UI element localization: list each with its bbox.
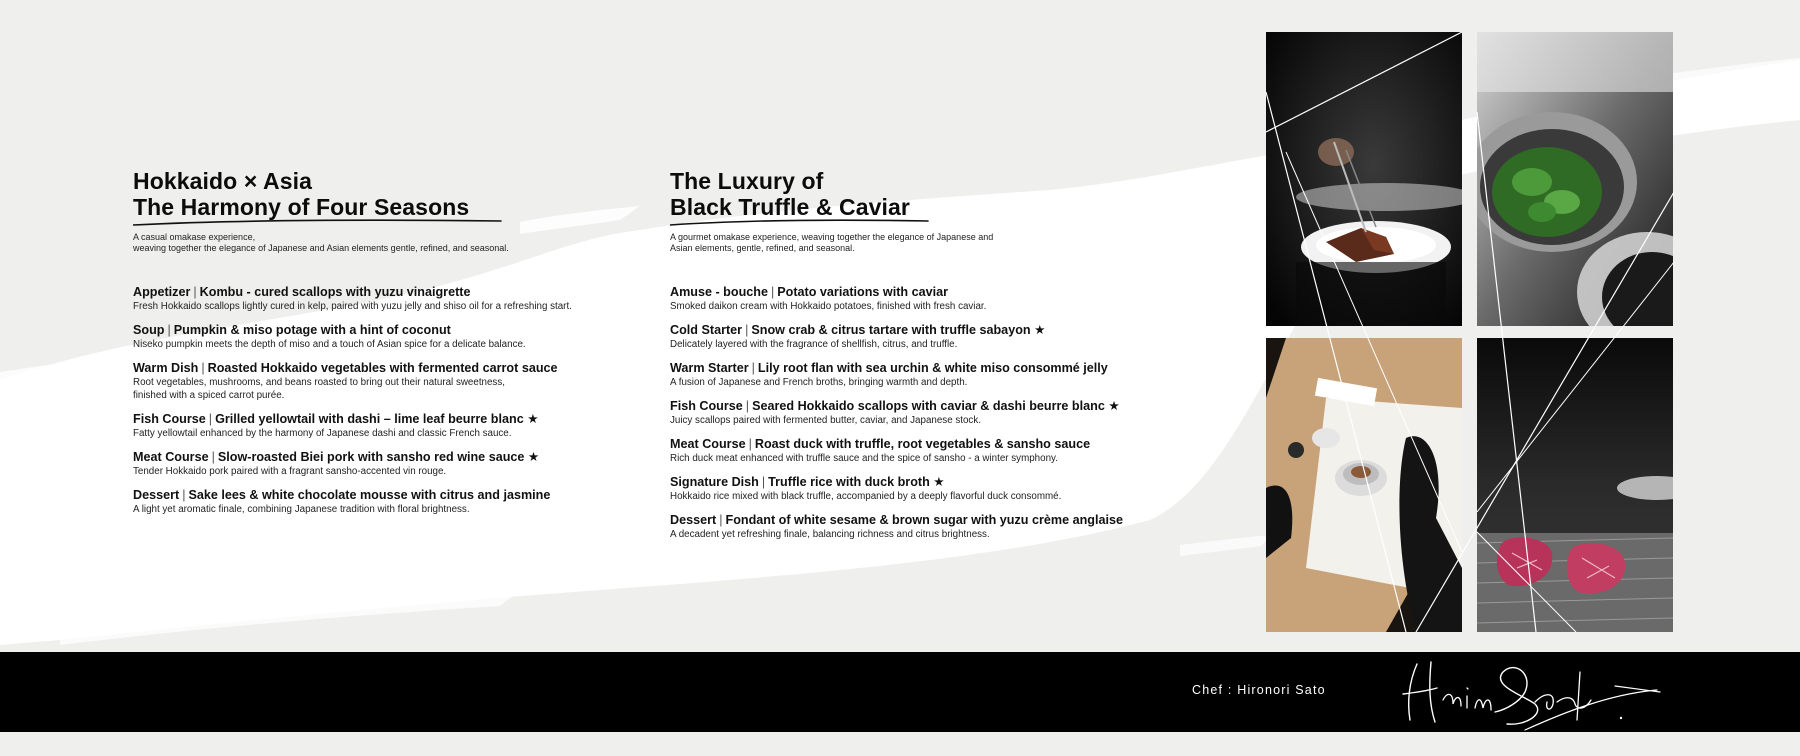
course-separator: | — [201, 361, 205, 375]
left-course-item — [133, 411, 653, 440]
course-dish: Fondant of white sesame & brown sugar with yuzu crème anglaise — [725, 513, 1123, 527]
right-menu-intro-line1: A gourmet omakase experience, weaving together the elegance of Japanese and — [670, 232, 994, 242]
course-dish: Lily root flan with sea urchin & white miso consommé jelly — [757, 361, 1108, 375]
course-separator: | — [211, 450, 215, 464]
right-menu-intro-line2: Asian elements, gentle, refined, and seasonal. — [670, 243, 855, 253]
course-title — [133, 449, 653, 465]
footer-bar — [0, 652, 1800, 732]
course-title — [670, 436, 1190, 452]
course-category: Appetizer — [133, 285, 191, 299]
course-description: Niseko pumpkin meets the depth of miso and a touch of Asian spice for a delicate balance. — [133, 339, 526, 350]
course-description: Tender Hokkaido pork paired with a fragrant sansho-accented vin rouge. — [133, 466, 447, 477]
course-description: Delicately layered with the fragrance of shellfish, citrus, and truffle. — [670, 339, 958, 350]
course-dish: Potato variations with caviar — [777, 285, 949, 299]
course-title — [670, 322, 1190, 338]
wagyu-grill-photo — [1477, 338, 1673, 632]
left-menu-intro — [133, 232, 573, 254]
left-course-item — [133, 449, 653, 478]
right-menu — [670, 168, 1190, 550]
course-category: Fish Course — [670, 399, 743, 413]
course-dish: Truffle rice with duck broth ★ — [768, 475, 945, 489]
left-course-item — [133, 360, 653, 402]
course-category: Signature Dish — [670, 475, 759, 489]
course-category: Dessert — [133, 488, 180, 502]
course-category: Soup — [133, 323, 165, 337]
course-separator: | — [182, 488, 186, 502]
salad-bowl-photo — [1477, 32, 1673, 326]
course-separator: | — [167, 323, 171, 337]
left-course-item — [133, 322, 653, 351]
course-title — [670, 474, 1190, 490]
course-category: Amuse - bouche — [670, 285, 768, 299]
course-separator: | — [761, 475, 766, 489]
course-separator: | — [745, 399, 750, 413]
course-separator: | — [745, 323, 749, 337]
right-course-item — [670, 284, 1190, 313]
right-course-item — [670, 398, 1190, 427]
course-title — [670, 284, 1190, 300]
course-category: Cold Starter — [670, 323, 743, 337]
course-separator: | — [751, 361, 755, 375]
course-description: A decadent yet refreshing finale, balancing richness and citrus brightness. — [670, 529, 990, 540]
right-menu-title-line2: Black Truffle & Caviar — [670, 194, 910, 220]
course-separator: | — [719, 513, 723, 527]
course-description: Fresh Hokkaido scallops lightly cured in kelp, paired with yuzu jelly and shiso oil for a refreshing start. — [133, 301, 572, 312]
course-category: Meat Course — [133, 450, 209, 464]
course-dish: Kombu - cured scallops with yuzu vinaigrette — [199, 285, 471, 299]
course-category: Fish Course — [133, 412, 206, 426]
course-dish: Roasted Hokkaido vegetables with fermented carrot sauce — [207, 361, 558, 375]
course-description: Juicy scallops paired with fermented butter, caviar, and Japanese stock. — [670, 415, 981, 426]
right-course-item — [670, 512, 1190, 541]
right-menu-title — [670, 168, 1190, 220]
course-title — [133, 284, 653, 300]
course-dish: Pumpkin & miso potage with a hint of coconut — [173, 323, 451, 337]
course-description: Fatty yellowtail enhanced by the harmony of Japanese dashi and classic French sauce. — [133, 428, 512, 439]
left-menu-intro-line2: weaving together the elegance of Japanese and Asian elements gentle, refined, and seasonal. — [133, 243, 509, 253]
course-separator: | — [193, 285, 197, 299]
course-category: Warm Dish — [133, 361, 199, 375]
course-dish: Roast duck with truffle, root vegetables & sansho sauce — [754, 437, 1091, 451]
course-separator: | — [748, 437, 752, 451]
left-menu-title — [133, 168, 653, 220]
course-category: Meat Course — [670, 437, 746, 451]
table-setting-photo — [1266, 338, 1462, 632]
course-description: Smoked daikon cream with Hokkaido potatoes, finished with fresh caviar. — [670, 301, 987, 312]
course-description: Rich duck meat enhanced with truffle sauce and the spice of sansho - a winter symphony. — [670, 453, 1058, 464]
course-title — [670, 512, 1190, 528]
photo-grid — [1266, 32, 1674, 632]
course-dish: Snow crab & citrus tartare with truffle sabayon ★ — [751, 323, 1046, 337]
course-category: Dessert — [670, 513, 717, 527]
right-course-list — [670, 284, 1190, 541]
course-title — [670, 360, 1190, 376]
left-course-item — [133, 487, 653, 516]
course-category: Warm Starter — [670, 361, 749, 375]
left-course-list — [133, 284, 653, 516]
left-menu — [133, 168, 653, 525]
left-menu-intro-line1: A casual omakase experience, — [133, 232, 256, 242]
course-dish: Grilled yellowtail with dashi – lime leaf beurre blanc ★ — [215, 412, 539, 426]
right-menu-title-line1: The Luxury of — [670, 168, 824, 194]
left-course-item — [133, 284, 653, 313]
plated-meat-photo — [1266, 32, 1462, 326]
right-course-item — [670, 436, 1190, 465]
course-description: Hokkaido rice mixed with black truffle, accompanied by a deeply flavorful duck consommé. — [670, 491, 1062, 502]
course-title — [133, 360, 653, 376]
right-course-item — [670, 474, 1190, 503]
chef-signature-icon — [1395, 652, 1665, 732]
course-dish: Slow-roasted Biei pork with sansho red wine sauce ★ — [217, 450, 540, 464]
course-separator: | — [770, 285, 775, 299]
course-description: A light yet aromatic finale, combining Japanese tradition with floral brightness. — [133, 504, 470, 515]
course-separator: | — [208, 412, 213, 426]
course-description: Root vegetables, mushrooms, and beans roasted to bring out their natural sweetness, finished with a spiced carrot purée. — [133, 377, 505, 401]
course-title — [133, 487, 653, 503]
course-title — [670, 398, 1190, 414]
course-description: A fusion of Japanese and French broths, bringing warmth and depth. — [670, 377, 968, 388]
course-title — [133, 322, 653, 338]
left-menu-title-line2: The Harmony of Four Seasons — [133, 194, 470, 220]
right-course-item — [670, 360, 1190, 389]
right-course-item — [670, 322, 1190, 351]
left-menu-title-line1: Hokkaido × Asia — [133, 168, 312, 194]
course-dish: Sake lees & white chocolate mousse with citrus and jasmine — [188, 488, 551, 502]
chef-label: Chef : Hironori Sato — [1192, 683, 1326, 697]
right-menu-intro — [670, 232, 1110, 254]
course-title — [133, 411, 653, 427]
course-dish: Seared Hokkaido scallops with caviar & dashi beurre blanc ★ — [752, 399, 1120, 413]
